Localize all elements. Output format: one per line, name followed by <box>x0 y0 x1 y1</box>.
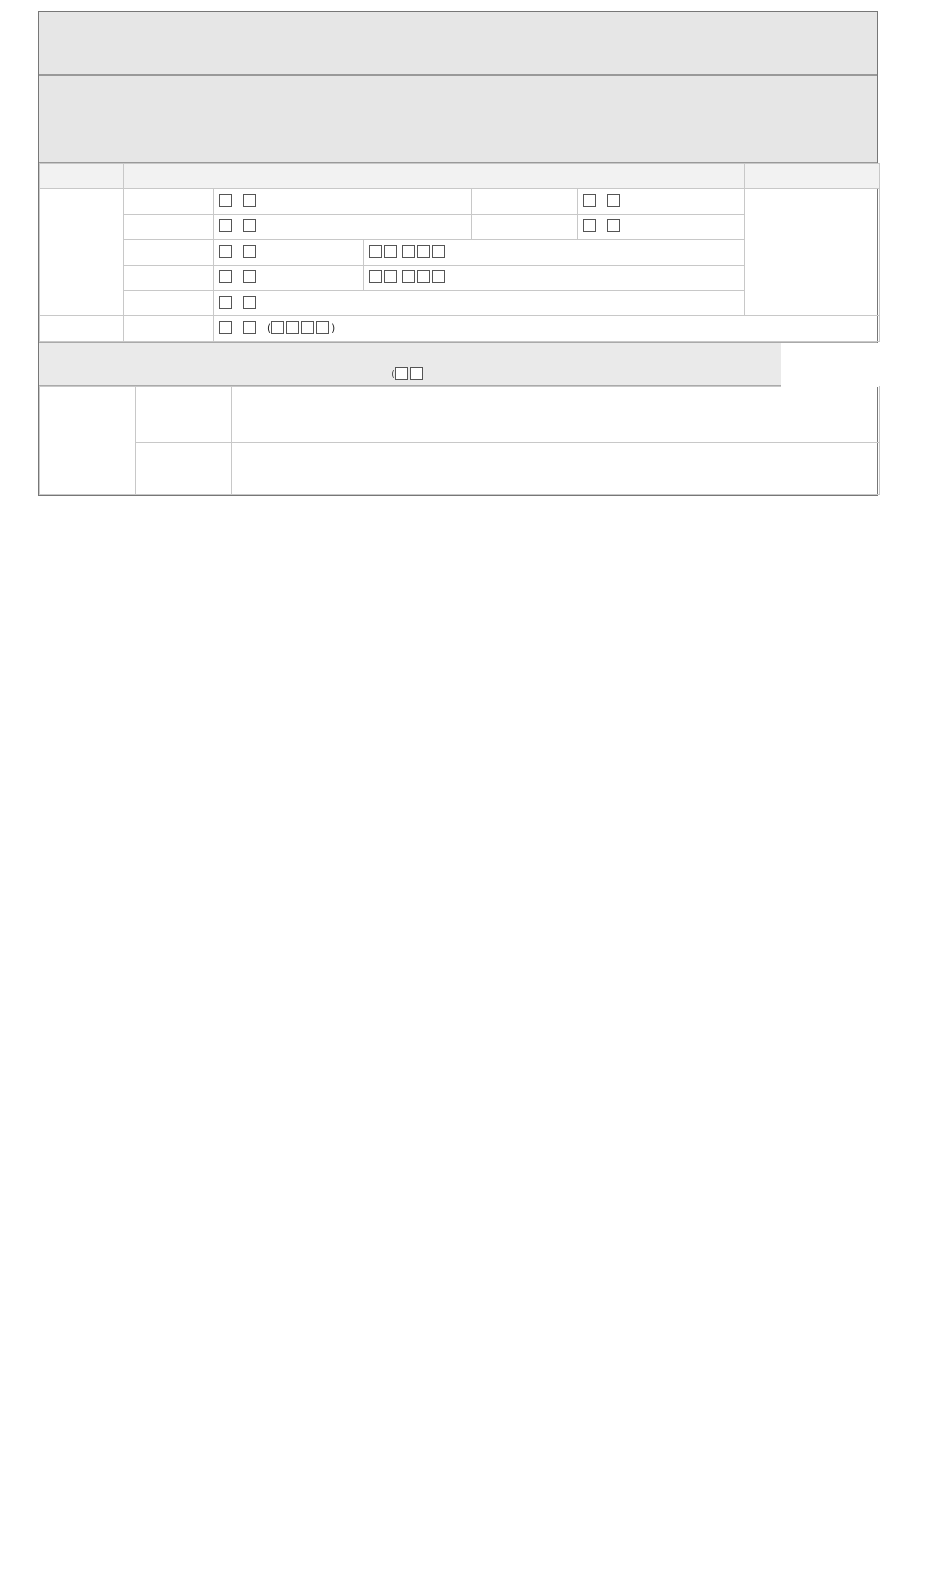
etc-wheel-label <box>124 240 214 265</box>
etc-owned-label <box>124 316 214 341</box>
checkbox[interactable] <box>286 321 299 334</box>
checkbox[interactable] <box>301 321 314 334</box>
etc-basic-group <box>40 316 124 341</box>
checkbox[interactable] <box>583 219 596 232</box>
checkbox[interactable] <box>583 194 596 207</box>
checkbox[interactable] <box>395 367 408 380</box>
checkbox[interactable] <box>432 270 445 283</box>
etc-glass-label <box>124 290 214 315</box>
final-price-band <box>39 342 877 386</box>
checkbox[interactable] <box>243 321 256 334</box>
checkbox[interactable] <box>384 270 397 283</box>
checkbox[interactable] <box>417 270 430 283</box>
etc-header-price <box>745 164 880 189</box>
etc-tire-label <box>124 265 214 290</box>
etc-header-band <box>39 75 877 163</box>
checkbox[interactable] <box>243 270 256 283</box>
remarks-appraiser-text[interactable] <box>232 442 880 494</box>
checkbox[interactable] <box>219 219 232 232</box>
remarks-inspector-text <box>232 386 880 442</box>
checkbox[interactable] <box>384 245 397 258</box>
checkbox[interactable] <box>219 245 232 258</box>
checkbox[interactable] <box>369 270 382 283</box>
remarks-group <box>40 386 136 494</box>
checkbox[interactable] <box>432 245 445 258</box>
etc-glass-options <box>214 290 745 315</box>
etc-exterior-options <box>214 189 472 214</box>
checkbox[interactable] <box>243 296 256 309</box>
checkbox[interactable] <box>607 194 620 207</box>
etc-tire-options <box>214 265 364 290</box>
etc-room-clean-options <box>578 214 745 239</box>
checkbox[interactable] <box>410 367 423 380</box>
etc-gloss-label <box>124 214 214 239</box>
remarks-inspector-label <box>136 386 232 442</box>
checkbox[interactable] <box>243 245 256 258</box>
etc-exterior-label <box>124 189 214 214</box>
inspection-sheet <box>38 11 878 496</box>
etc-interior-label <box>472 189 578 214</box>
etc-owned-options: ( ) <box>214 316 880 341</box>
etc-repair-group <box>40 189 124 316</box>
checkbox[interactable] <box>417 245 430 258</box>
checkbox[interactable] <box>369 245 382 258</box>
remarks-table <box>39 386 880 495</box>
checkbox[interactable] <box>219 321 232 334</box>
etc-wheel-options <box>214 240 364 265</box>
final-price-title <box>39 347 777 362</box>
checkbox[interactable] <box>316 321 329 334</box>
checkbox[interactable] <box>243 194 256 207</box>
checkbox[interactable] <box>219 194 232 207</box>
final-note: ( <box>39 368 777 381</box>
checkbox[interactable] <box>243 219 256 232</box>
checkbox[interactable] <box>402 270 415 283</box>
checkbox[interactable] <box>271 321 284 334</box>
etc-interior-options <box>578 189 745 214</box>
etc-wheel-positions <box>364 240 745 265</box>
detail-header-band <box>39 12 877 75</box>
remarks-appraiser-label <box>136 442 232 494</box>
etc-price-unit <box>745 189 880 316</box>
checkbox[interactable] <box>607 219 620 232</box>
etc-gloss-options <box>214 214 472 239</box>
etc-header-item <box>124 164 745 189</box>
checkbox[interactable] <box>219 296 232 309</box>
checkbox[interactable] <box>219 270 232 283</box>
checkbox[interactable] <box>402 245 415 258</box>
etc-tire-positions <box>364 265 745 290</box>
etc-room-clean-label <box>472 214 578 239</box>
etc-table <box>39 163 880 342</box>
